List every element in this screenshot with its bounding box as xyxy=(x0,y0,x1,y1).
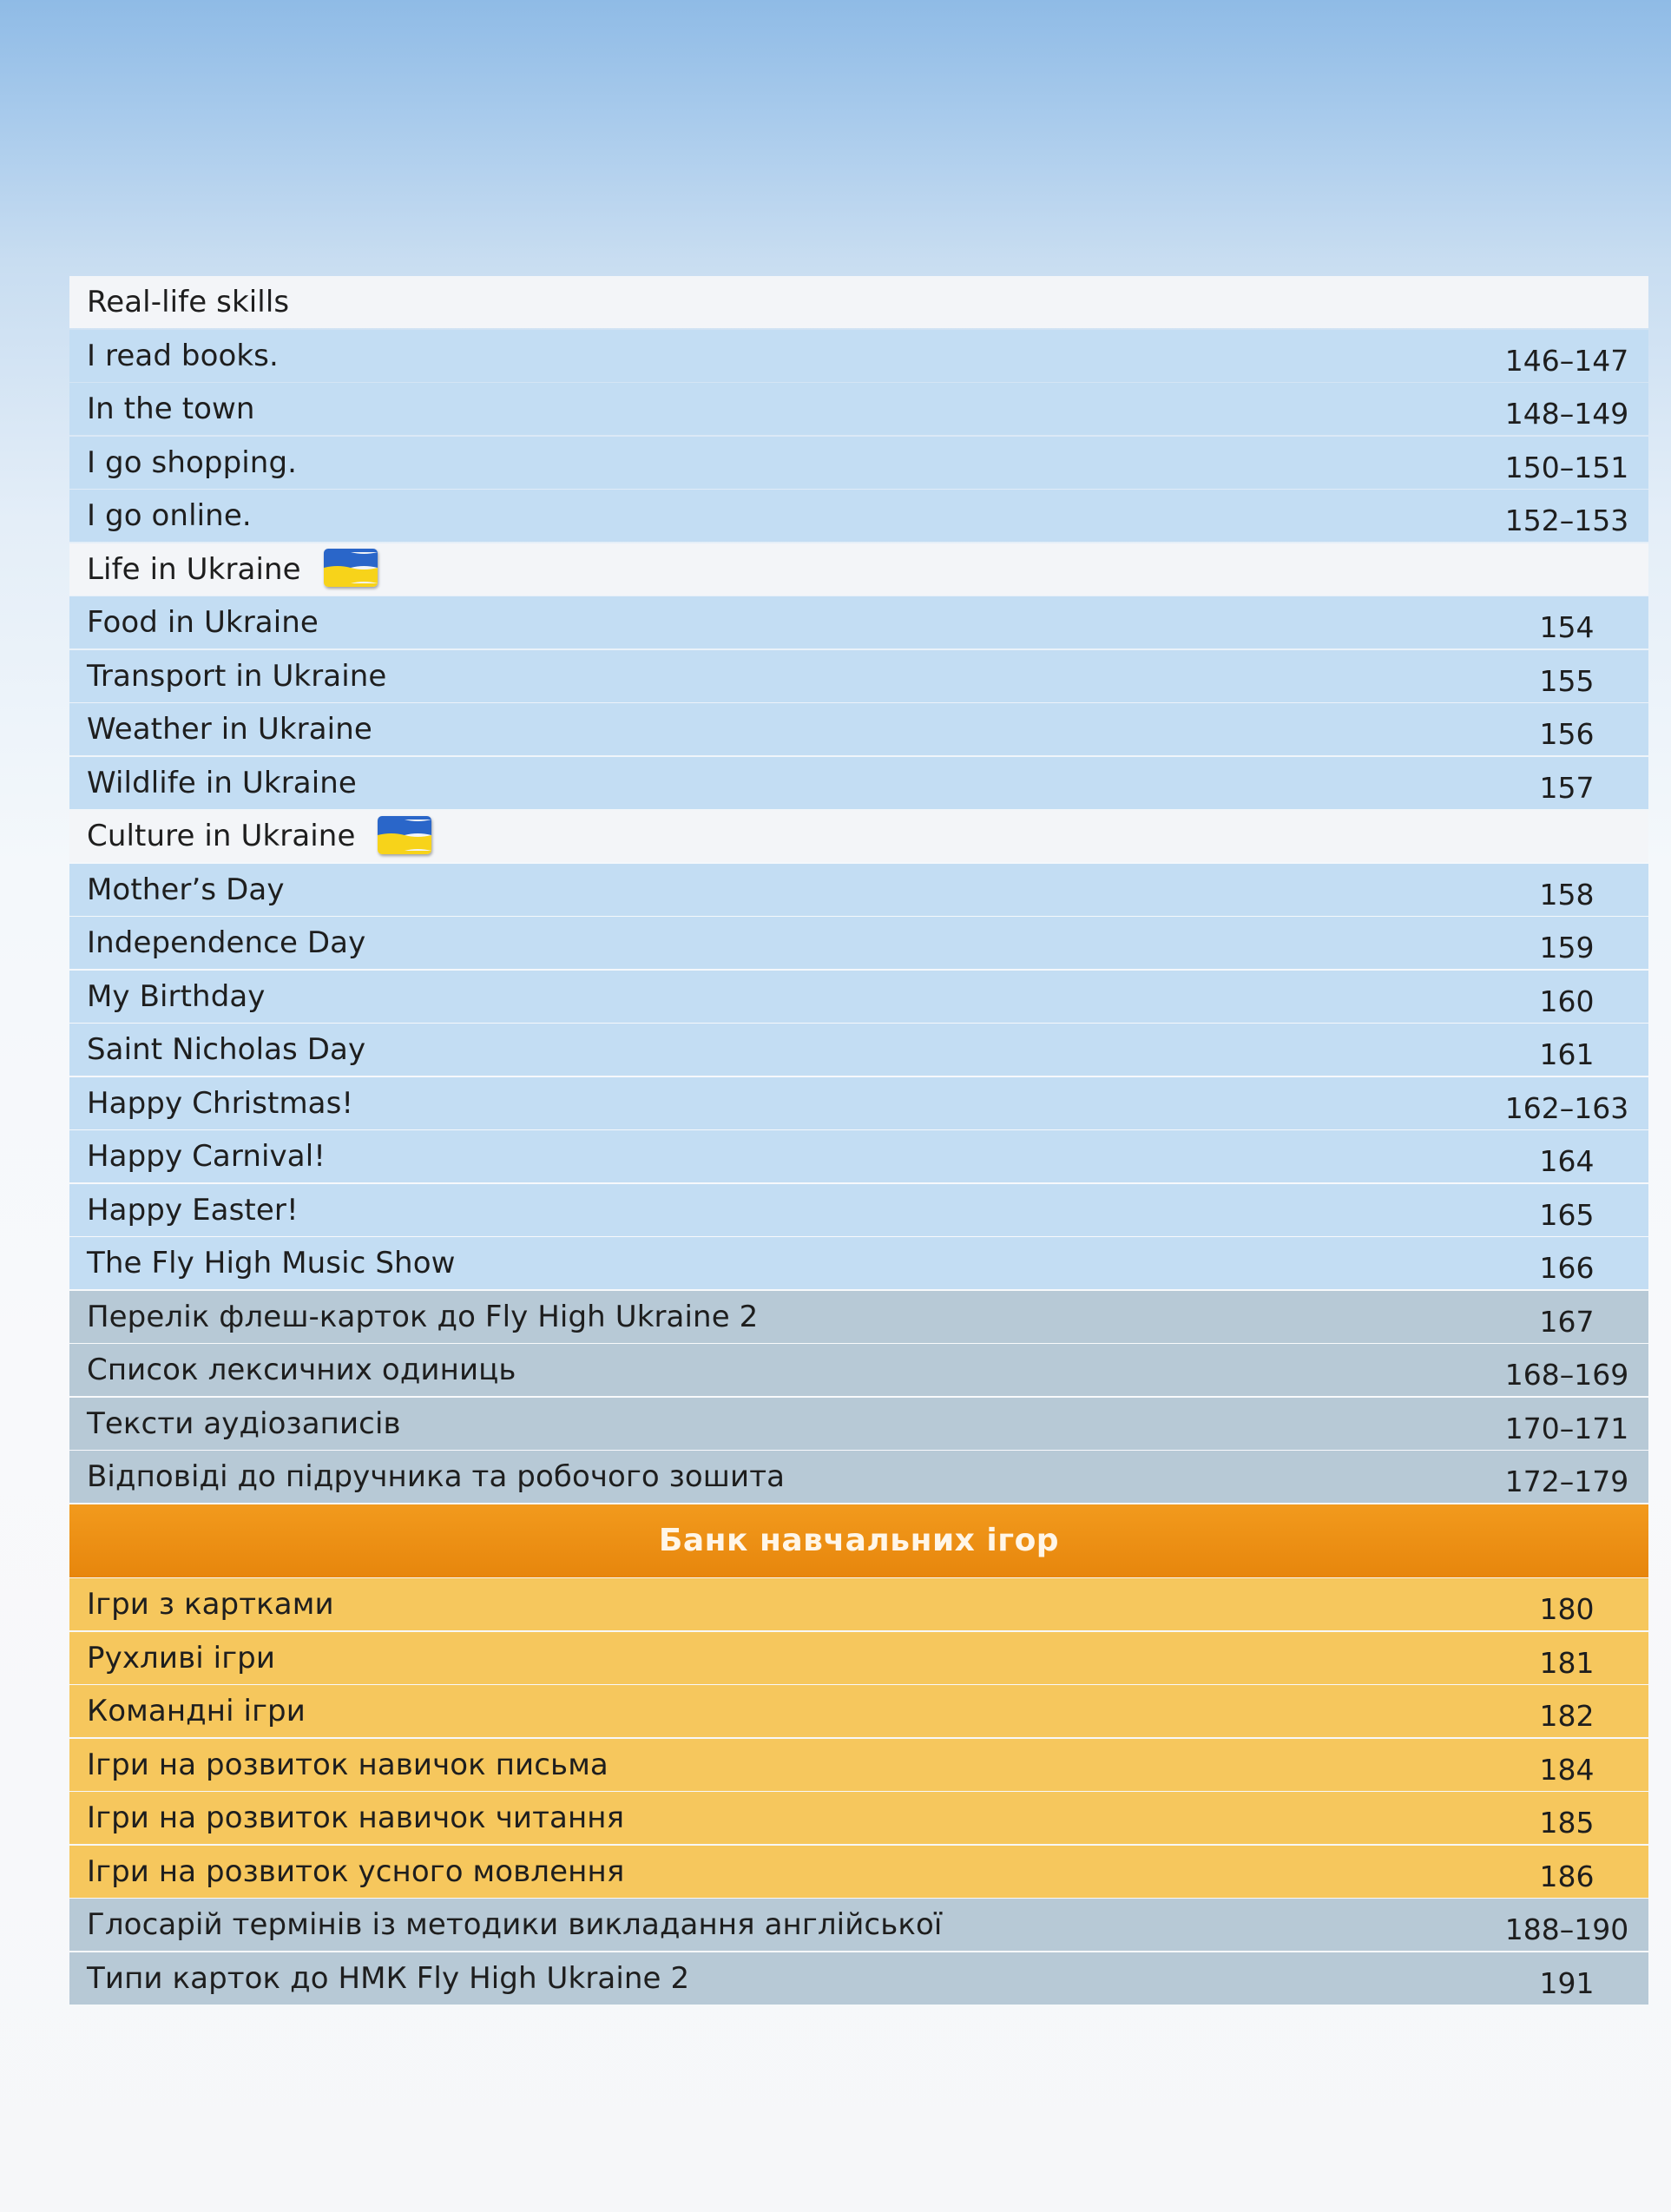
toc-title: Командні ігри xyxy=(87,1694,306,1728)
toc-row xyxy=(69,1077,1648,1129)
toc-page-number: 150–151 xyxy=(1504,450,1629,484)
section-heading-label: Culture in Ukraine xyxy=(87,819,356,853)
toc-title: Глосарій термінів із методики викладання англійської xyxy=(87,1907,943,1942)
toc-title: The Fly High Music Show xyxy=(87,1246,456,1280)
toc-title: In the town xyxy=(87,392,255,426)
toc-page-number: 154 xyxy=(1539,610,1595,644)
toc-page-number: 186 xyxy=(1539,1859,1595,1893)
toc-page-number: 166 xyxy=(1539,1251,1595,1285)
toc-row xyxy=(69,1899,1648,1951)
toc-row xyxy=(69,1952,1648,2005)
toc-page-number: 184 xyxy=(1539,1752,1595,1787)
toc-title: Відповіді до підручника та робочого зошита xyxy=(87,1459,786,1494)
toc-title: Ігри на розвиток навичок читання xyxy=(87,1801,625,1835)
toc-page-number: 188–190 xyxy=(1504,1912,1629,1946)
toc-row xyxy=(69,1792,1648,1844)
toc-title: Ігри на розвиток навичок письма xyxy=(87,1747,609,1782)
toc-row xyxy=(69,703,1648,755)
toc-page-number: 167 xyxy=(1539,1304,1595,1339)
toc-title: Перелік флеш-карток до Fly High Ukraine 2 xyxy=(87,1299,759,1334)
toc-row xyxy=(69,917,1648,969)
toc-row xyxy=(69,596,1648,648)
toc-title: Ігри з картками xyxy=(87,1587,334,1622)
toc-title: My Birthday xyxy=(87,978,266,1014)
ukraine-flag-icon xyxy=(324,549,378,587)
toc-row xyxy=(69,1344,1648,1396)
table-of-contents xyxy=(69,276,1648,2005)
toc-title: Рухливі ігри xyxy=(87,1640,276,1675)
toc-page-number: 155 xyxy=(1539,663,1595,698)
toc-row xyxy=(69,437,1648,489)
section-heading-culture-in-ukraine xyxy=(69,810,1648,862)
toc-page-number: 180 xyxy=(1539,1592,1595,1626)
toc-row xyxy=(69,864,1648,916)
toc-title: Happy Carnival! xyxy=(87,1139,326,1174)
toc-page-number: 152–153 xyxy=(1504,504,1629,537)
toc-page-number: 172–179 xyxy=(1504,1465,1629,1498)
toc-row xyxy=(69,383,1648,435)
toc-title: Wildlife in Ukraine xyxy=(87,765,357,800)
toc-title: Transport in Ukraine xyxy=(87,658,387,694)
toc-row xyxy=(69,330,1648,382)
toc-page-number: 148–149 xyxy=(1504,397,1629,431)
toc-row xyxy=(69,490,1648,542)
toc-row xyxy=(69,1130,1648,1182)
toc-page-number: 159 xyxy=(1539,931,1595,964)
toc-title: Saint Nicholas Day xyxy=(87,1032,366,1067)
toc-row xyxy=(69,650,1648,702)
toc-page-number: 157 xyxy=(1539,770,1595,805)
toc-row xyxy=(69,1237,1648,1289)
section-heading-label: Life in Ukraine xyxy=(87,551,301,587)
toc-page-number: 185 xyxy=(1539,1806,1595,1840)
toc-row xyxy=(69,1024,1648,1076)
toc-title: I go shopping. xyxy=(87,444,298,480)
games-bank-banner xyxy=(69,1504,1648,1577)
toc-page-number: 165 xyxy=(1539,1197,1595,1232)
toc-title: I go online. xyxy=(87,498,252,533)
toc-title: Food in Ukraine xyxy=(87,605,319,640)
toc-title: Типи карток до НМК Fly High Ukraine 2 xyxy=(87,1960,690,1996)
toc-page-number: 170–171 xyxy=(1504,1411,1629,1445)
toc-page-number: 146–147 xyxy=(1504,343,1629,378)
toc-page-number: 168–169 xyxy=(1504,1358,1629,1392)
toc-page-number: 162–163 xyxy=(1504,1090,1629,1125)
toc-title: Happy Easter! xyxy=(87,1192,299,1228)
toc-title: Happy Christmas! xyxy=(87,1085,354,1121)
toc-title: Mother’s Day xyxy=(87,872,285,907)
toc-title: Ігри на розвиток усного мовлення xyxy=(87,1853,625,1889)
section-heading-life-in-ukraine xyxy=(69,543,1648,596)
toc-row xyxy=(69,1632,1648,1684)
toc-row xyxy=(69,757,1648,809)
toc-page-number: 156 xyxy=(1539,717,1595,751)
toc-row xyxy=(69,1739,1648,1791)
toc-page-number: 160 xyxy=(1539,984,1595,1018)
toc-title: Independence Day xyxy=(87,925,366,960)
toc-row xyxy=(69,1451,1648,1503)
toc-page-number: 182 xyxy=(1539,1699,1595,1733)
toc-page-number: 158 xyxy=(1539,877,1595,912)
toc-row xyxy=(69,1398,1648,1450)
toc-page-number: 181 xyxy=(1539,1645,1595,1680)
toc-page-number: 161 xyxy=(1539,1037,1595,1071)
toc-row xyxy=(69,1846,1648,1898)
toc-page-number: 191 xyxy=(1539,1965,1595,2000)
toc-row xyxy=(69,1685,1648,1737)
toc-title: I read books. xyxy=(87,338,279,373)
toc-row xyxy=(69,1291,1648,1343)
toc-title: Список лексичних одиниць xyxy=(87,1353,516,1387)
toc-row xyxy=(69,1578,1648,1630)
toc-row xyxy=(69,971,1648,1023)
section-heading-real-life-skills xyxy=(69,276,1648,328)
section-heading-label: Real-life skills xyxy=(87,285,290,319)
ukraine-flag-icon xyxy=(378,816,431,854)
games-bank-title: Банк навчальних ігор xyxy=(658,1523,1060,1558)
toc-title: Тексти аудіозаписів xyxy=(87,1406,401,1441)
toc-page-number: 164 xyxy=(1539,1144,1595,1178)
toc-row xyxy=(69,1184,1648,1236)
toc-title: Weather in Ukraine xyxy=(87,712,372,747)
